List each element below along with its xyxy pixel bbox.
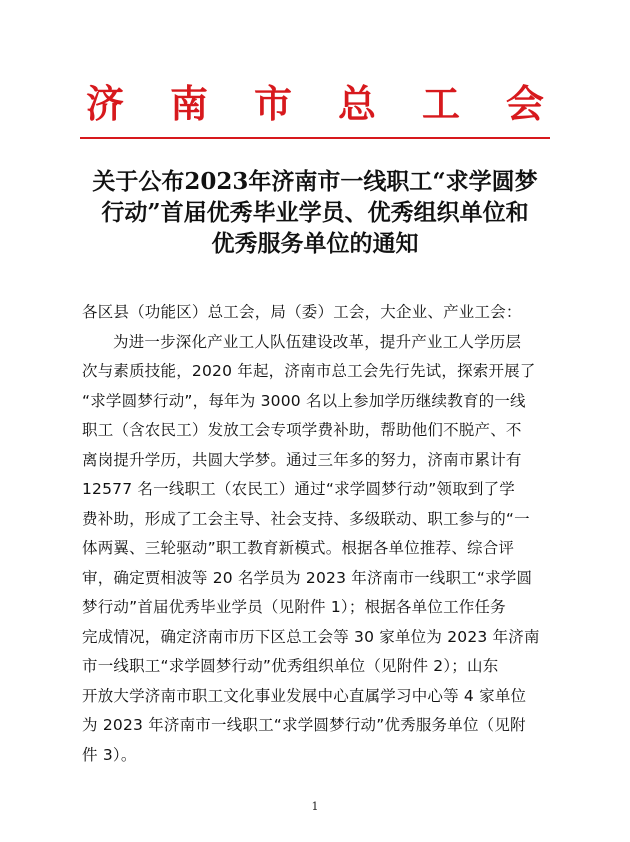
title-line: 关于公布2023年济南市一线职工“求学圆梦 [92, 168, 538, 195]
masthead-char: 工 [421, 81, 460, 126]
salutation: 各区县（功能区）总工会，局（委）工会，大企业、产业工会： [82, 303, 522, 321]
paragraph-line: 费补助，形成了工会主导、社会支持、多级联动、职工参与的“一 [82, 509, 530, 528]
paragraph-line: 审，确定贾相波等 20 名学员为 2023 年济南市一线职工“求学圆 [82, 568, 533, 587]
masthead-char: 会 [505, 81, 544, 126]
paragraph-line: 开放大学济南市职工文化事业发展中心直属学习中心等 4 家单位 [82, 686, 527, 705]
title-line: 优秀服务单位的通知 [211, 230, 419, 257]
paragraph-line: 件 3）。 [82, 745, 137, 764]
paragraph-line: 完成情况，确定济南市历下区总工会等 30 家单位为 2023 年济南 [82, 627, 540, 646]
paragraph-line: 离岗提升学历，共圆大学梦。通过三年多的努力，济南市累计有 [82, 450, 522, 469]
paragraph-line: 职工（含农民工）发放工会专项学费补助，帮助他们不脱产、不 [82, 421, 522, 439]
paragraph-line: 次与素质技能，2020 年起，济南市总工会先行先试，探索开展了 [82, 362, 536, 380]
paragraph-line: 梦行动”首届优秀毕业学员（见附件 1）；根据各单位工作任务 [82, 598, 506, 616]
page-number: 1 [311, 800, 319, 813]
masthead-char: 市 [253, 81, 292, 126]
masthead [86, 76, 544, 132]
document-title [80, 166, 550, 259]
masthead-char: 南 [169, 81, 208, 126]
paragraph-line: 为 2023 年济南市一线职工“求学圆梦行动”优秀服务单位（见附 [82, 716, 526, 734]
masthead-char: 济 [86, 81, 125, 126]
paragraph-line: “求学圆梦行动”，每年为 3000 名以上参加学历继续教育的一线 [82, 391, 526, 410]
document-body [82, 298, 550, 770]
paragraph-line: 为进一步深化产业工人队伍建设改革，提升产业工人学历层 [113, 332, 522, 351]
title-line: 行动”首届优秀毕业学员、优秀组织单位和 [101, 199, 529, 226]
paragraph-line: 12577 名一线职工（农民工）通过“求学圆梦行动”领取到了学 [82, 480, 515, 498]
masthead-char: 总 [337, 81, 376, 126]
paragraph-line: 体两翼、三轮驱动”职工教育新模式。根据各单位推荐、综合评 [82, 539, 515, 557]
body-paragraph [82, 328, 550, 771]
masthead-divider [80, 137, 550, 139]
paragraph-line: 市一线职工“求学圆梦行动”优秀组织单位（见附件 2）；山东 [82, 657, 499, 675]
